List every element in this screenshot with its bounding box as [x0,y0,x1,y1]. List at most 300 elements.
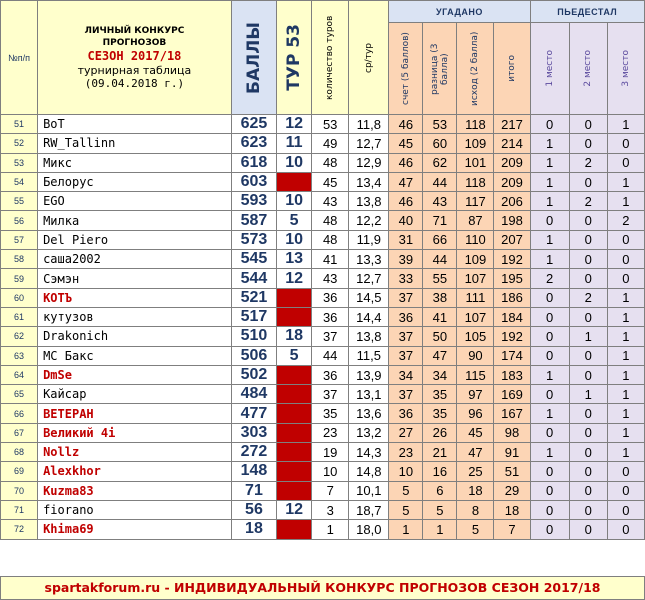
avg-cell: 13,8 [349,192,389,211]
tours-count-cell: 43 [312,192,349,211]
place2-cell: 0 [569,211,607,230]
outcome-guessed-cell: 8 [457,500,494,519]
tour-points-cell [277,307,312,326]
table-row [1,423,645,442]
table-row [1,288,645,307]
tour-points-cell: 5 [277,346,312,365]
place1-cell: 1 [530,404,569,423]
outcome-guessed-cell: 90 [457,346,494,365]
tour-points-cell [277,172,312,191]
avg-cell: 13,6 [349,404,389,423]
footer-banner: spartakforum.ru - ИНДИВИДУАЛЬНЫЙ КОНКУРС ПРОГНОЗОВ СЕЗОН 2017/18 [0,576,645,600]
outcome-guessed-cell: 118 [457,172,494,191]
standings-rows [1,115,645,540]
participant-name: саша2002 [38,250,232,269]
points-cell: 484 [231,385,276,404]
participant-name: Микс [38,153,232,172]
table-row [1,346,645,365]
score-guessed-cell: 37 [389,327,423,346]
participant-name: DmSe [38,365,232,384]
row-number: 57 [1,230,38,249]
table-row [1,520,645,539]
subtitle: турнирная таблица [77,64,192,77]
table-row [1,327,645,346]
tour-points-cell [277,404,312,423]
col-header-tours-count: количество туров [312,1,349,115]
total-guessed-cell: 29 [494,481,530,500]
table-row [1,443,645,462]
avg-cell: 11,8 [349,115,389,134]
place2-cell: 0 [569,134,607,153]
tours-count-cell: 36 [312,307,349,326]
place2-cell: 0 [569,269,607,288]
total-guessed-cell: 206 [494,192,530,211]
title-line1: ЛИЧНЫЙ КОНКУРС [84,26,185,36]
outcome-guessed-cell: 25 [457,462,494,481]
place3-cell: 1 [607,346,644,365]
place2-cell: 0 [569,481,607,500]
tour-points-cell [277,481,312,500]
row-number: 66 [1,404,38,423]
outcome-guessed-cell: 115 [457,365,494,384]
score-guessed-cell: 10 [389,462,423,481]
row-number: 52 [1,134,38,153]
avg-cell: 12,7 [349,269,389,288]
points-cell: 521 [231,288,276,307]
table-row [1,385,645,404]
tours-count-cell: 49 [312,134,349,153]
score-guessed-cell: 27 [389,423,423,442]
row-number: 68 [1,443,38,462]
place3-cell: 1 [607,365,644,384]
avg-cell: 12,9 [349,153,389,172]
row-number: 71 [1,500,38,519]
total-guessed-cell: 195 [494,269,530,288]
tour-points-cell: 12 [277,269,312,288]
row-number: 70 [1,481,38,500]
diff-guessed-cell: 47 [423,346,457,365]
row-number: 56 [1,211,38,230]
season-label: СЕЗОН 2017/18 [87,49,182,63]
tour-points-cell [277,423,312,442]
place1-cell: 0 [530,288,569,307]
score-guessed-cell: 33 [389,269,423,288]
points-cell: 593 [231,192,276,211]
avg-cell: 13,3 [349,250,389,269]
points-cell: 18 [231,520,276,539]
tour-points-cell: 13 [277,250,312,269]
place1-cell: 1 [530,192,569,211]
points-cell: 517 [231,307,276,326]
outcome-guessed-cell: 105 [457,327,494,346]
row-number: 65 [1,385,38,404]
total-guessed-cell: 198 [494,211,530,230]
points-cell: 506 [231,346,276,365]
col-header-place2: 2 место [569,23,607,115]
place1-cell: 1 [530,134,569,153]
place2-cell: 0 [569,115,607,134]
points-cell: 544 [231,269,276,288]
table-row [1,134,645,153]
place2-cell: 0 [569,346,607,365]
participant-name: Nollz [38,443,232,462]
score-guessed-cell: 5 [389,500,423,519]
place1-cell: 0 [530,115,569,134]
place3-cell: 0 [607,250,644,269]
contest-title-block [38,1,232,115]
avg-cell: 12,2 [349,211,389,230]
place3-cell: 0 [607,481,644,500]
row-number: 62 [1,327,38,346]
avg-cell: 13,8 [349,327,389,346]
score-guessed-cell: 34 [389,365,423,384]
tour-points-cell [277,520,312,539]
diff-guessed-cell: 43 [423,192,457,211]
outcome-guessed-cell: 109 [457,134,494,153]
tours-count-cell: 53 [312,115,349,134]
title-line2: ПРОГНОЗОВ [102,38,167,48]
total-guessed-cell: 209 [494,172,530,191]
participant-name: Alexkhor [38,462,232,481]
col-header-place1: 1 место [530,23,569,115]
row-number: 60 [1,288,38,307]
points-cell: 477 [231,404,276,423]
place1-cell: 0 [530,211,569,230]
row-number: 54 [1,172,38,191]
place2-cell: 0 [569,365,607,384]
tours-count-cell: 41 [312,250,349,269]
points-cell: 603 [231,172,276,191]
total-guessed-cell: 98 [494,423,530,442]
diff-guessed-cell: 41 [423,307,457,326]
score-guessed-cell: 46 [389,192,423,211]
participant-name: Сэмэн [38,269,232,288]
avg-cell: 14,4 [349,307,389,326]
tours-count-cell: 37 [312,327,349,346]
outcome-guessed-cell: 97 [457,385,494,404]
place1-cell: 2 [530,269,569,288]
points-cell: 623 [231,134,276,153]
col-header-number: №п/п [1,1,38,115]
col-header-place3: 3 место [607,23,644,115]
score-guessed-cell: 37 [389,288,423,307]
avg-cell: 18,0 [349,520,389,539]
place3-cell: 1 [607,327,644,346]
row-number: 51 [1,115,38,134]
tour-points-cell [277,365,312,384]
total-guessed-cell: 209 [494,153,530,172]
place3-cell: 0 [607,269,644,288]
points-cell: 625 [231,115,276,134]
points-cell: 502 [231,365,276,384]
table-row [1,269,645,288]
place1-cell: 1 [530,230,569,249]
avg-cell: 18,7 [349,500,389,519]
place1-cell: 1 [530,172,569,191]
place2-cell: 2 [569,288,607,307]
place2-cell: 0 [569,172,607,191]
diff-guessed-cell: 71 [423,211,457,230]
diff-guessed-cell: 6 [423,481,457,500]
place2-cell: 0 [569,250,607,269]
row-number: 72 [1,520,38,539]
col-header-avg: ср/тур [349,1,389,115]
participant-name: Kuzma83 [38,481,232,500]
place3-cell: 0 [607,230,644,249]
place2-cell: 1 [569,327,607,346]
tours-count-cell: 48 [312,211,349,230]
place3-cell: 0 [607,462,644,481]
place2-cell: 0 [569,500,607,519]
diff-guessed-cell: 44 [423,250,457,269]
total-guessed-cell: 192 [494,327,530,346]
outcome-guessed-cell: 110 [457,230,494,249]
avg-cell: 11,9 [349,230,389,249]
total-guessed-cell: 174 [494,346,530,365]
diff-guessed-cell: 62 [423,153,457,172]
col-header-points: БАЛЛЫ [231,1,276,115]
tours-count-cell: 44 [312,346,349,365]
tours-count-cell: 43 [312,269,349,288]
row-number: 69 [1,462,38,481]
avg-cell: 11,5 [349,346,389,365]
total-guessed-cell: 207 [494,230,530,249]
participant-name: Khima69 [38,520,232,539]
participant-name: Милка [38,211,232,230]
place2-cell: 0 [569,230,607,249]
tour-points-cell [277,288,312,307]
participant-name: Drakonich [38,327,232,346]
tours-count-cell: 36 [312,365,349,384]
diff-guessed-cell: 21 [423,443,457,462]
diff-guessed-cell: 55 [423,269,457,288]
place1-cell: 0 [530,500,569,519]
place1-cell: 1 [530,443,569,462]
place3-cell: 0 [607,134,644,153]
table-row [1,365,645,384]
table-row [1,115,645,134]
avg-cell: 13,9 [349,365,389,384]
place3-cell: 1 [607,115,644,134]
tour-points-cell [277,462,312,481]
score-guessed-cell: 47 [389,172,423,191]
participant-name: Великий 4i [38,423,232,442]
diff-guessed-cell: 38 [423,288,457,307]
score-guessed-cell: 46 [389,153,423,172]
score-guessed-cell: 45 [389,134,423,153]
place2-cell: 0 [569,307,607,326]
diff-guessed-cell: 5 [423,500,457,519]
col-header-score: счет (5 баллов) [389,23,423,115]
table-row [1,462,645,481]
place3-cell: 1 [607,172,644,191]
place2-cell: 0 [569,404,607,423]
avg-cell: 14,5 [349,288,389,307]
place3-cell: 1 [607,192,644,211]
avg-cell: 13,1 [349,385,389,404]
row-number: 53 [1,153,38,172]
participant-name: МС Бакс [38,346,232,365]
points-cell: 303 [231,423,276,442]
points-cell: 148 [231,462,276,481]
score-guessed-cell: 5 [389,481,423,500]
points-cell: 71 [231,481,276,500]
avg-cell: 10,1 [349,481,389,500]
place1-cell: 0 [530,520,569,539]
place3-cell: 0 [607,153,644,172]
group-header-podium: ПЬЕДЕСТАЛ [530,1,644,23]
points-cell: 545 [231,250,276,269]
table-row [1,250,645,269]
diff-guessed-cell: 44 [423,172,457,191]
date-label: (09.04.2018 г.) [84,77,185,90]
outcome-guessed-cell: 96 [457,404,494,423]
tours-count-cell: 7 [312,481,349,500]
place2-cell: 2 [569,192,607,211]
score-guessed-cell: 36 [389,307,423,326]
place3-cell: 1 [607,423,644,442]
place3-cell: 1 [607,404,644,423]
score-guessed-cell: 37 [389,346,423,365]
place2-cell: 0 [569,462,607,481]
outcome-guessed-cell: 87 [457,211,494,230]
place2-cell: 0 [569,423,607,442]
tour-points-cell: 12 [277,500,312,519]
col-header-outcome: исход (2 балла) [457,23,494,115]
group-header-guessed: УГАДАНО [389,1,530,23]
participant-name: RW_Tallinn [38,134,232,153]
diff-guessed-cell: 34 [423,365,457,384]
table-row [1,211,645,230]
tours-count-cell: 37 [312,385,349,404]
tour-points-cell: 11 [277,134,312,153]
points-cell: 587 [231,211,276,230]
table-row [1,192,645,211]
place3-cell: 0 [607,520,644,539]
row-number: 64 [1,365,38,384]
row-number: 59 [1,269,38,288]
tours-count-cell: 1 [312,520,349,539]
tour-points-cell: 18 [277,327,312,346]
participant-name: Белорус [38,172,232,191]
outcome-guessed-cell: 111 [457,288,494,307]
place1-cell: 0 [530,481,569,500]
outcome-guessed-cell: 5 [457,520,494,539]
diff-guessed-cell: 53 [423,115,457,134]
avg-cell: 13,2 [349,423,389,442]
diff-guessed-cell: 60 [423,134,457,153]
tour-points-cell [277,443,312,462]
tour-points-cell: 10 [277,230,312,249]
total-guessed-cell: 214 [494,134,530,153]
place1-cell: 1 [530,250,569,269]
tours-count-cell: 23 [312,423,349,442]
place1-cell: 1 [530,153,569,172]
participant-name: Кайсар [38,385,232,404]
tours-count-cell: 3 [312,500,349,519]
place2-cell: 1 [569,385,607,404]
place1-cell: 0 [530,346,569,365]
diff-guessed-cell: 35 [423,385,457,404]
total-guessed-cell: 7 [494,520,530,539]
score-guessed-cell: 36 [389,404,423,423]
place1-cell: 0 [530,327,569,346]
place3-cell: 1 [607,288,644,307]
place2-cell: 2 [569,153,607,172]
tours-count-cell: 35 [312,404,349,423]
participant-name: ВЕТЕРАН [38,404,232,423]
total-guessed-cell: 167 [494,404,530,423]
diff-guessed-cell: 16 [423,462,457,481]
col-header-diff: разница (3 балла) [423,23,457,115]
score-guessed-cell: 37 [389,385,423,404]
place2-cell: 0 [569,520,607,539]
score-guessed-cell: 31 [389,230,423,249]
tours-count-cell: 48 [312,230,349,249]
avg-cell: 13,4 [349,172,389,191]
diff-guessed-cell: 35 [423,404,457,423]
participant-name: fiorano [38,500,232,519]
points-cell: 510 [231,327,276,346]
diff-guessed-cell: 1 [423,520,457,539]
table-row [1,307,645,326]
place3-cell: 1 [607,443,644,462]
diff-guessed-cell: 50 [423,327,457,346]
row-number: 63 [1,346,38,365]
outcome-guessed-cell: 109 [457,250,494,269]
row-number: 55 [1,192,38,211]
tour-points-cell [277,385,312,404]
row-number: 58 [1,250,38,269]
place1-cell: 0 [530,307,569,326]
total-guessed-cell: 186 [494,288,530,307]
place3-cell: 1 [607,307,644,326]
tour-points-cell: 12 [277,115,312,134]
outcome-guessed-cell: 107 [457,269,494,288]
total-guessed-cell: 91 [494,443,530,462]
place1-cell: 0 [530,462,569,481]
total-guessed-cell: 18 [494,500,530,519]
row-number: 67 [1,423,38,442]
diff-guessed-cell: 66 [423,230,457,249]
col-header-total: итого [494,23,530,115]
participant-name: кутузов [38,307,232,326]
place1-cell: 0 [530,423,569,442]
tours-count-cell: 36 [312,288,349,307]
place1-cell: 1 [530,365,569,384]
participant-name: BoT [38,115,232,134]
outcome-guessed-cell: 117 [457,192,494,211]
outcome-guessed-cell: 45 [457,423,494,442]
total-guessed-cell: 183 [494,365,530,384]
tours-count-cell: 45 [312,172,349,191]
tours-count-cell: 10 [312,462,349,481]
participant-name: Del Piero [38,230,232,249]
total-guessed-cell: 184 [494,307,530,326]
total-guessed-cell: 169 [494,385,530,404]
outcome-guessed-cell: 107 [457,307,494,326]
points-cell: 573 [231,230,276,249]
tours-count-cell: 48 [312,153,349,172]
outcome-guessed-cell: 18 [457,481,494,500]
outcome-guessed-cell: 47 [457,443,494,462]
participant-name: EGO [38,192,232,211]
tours-count-cell: 19 [312,443,349,462]
place3-cell: 2 [607,211,644,230]
table-row [1,230,645,249]
table-row [1,500,645,519]
score-guessed-cell: 1 [389,520,423,539]
